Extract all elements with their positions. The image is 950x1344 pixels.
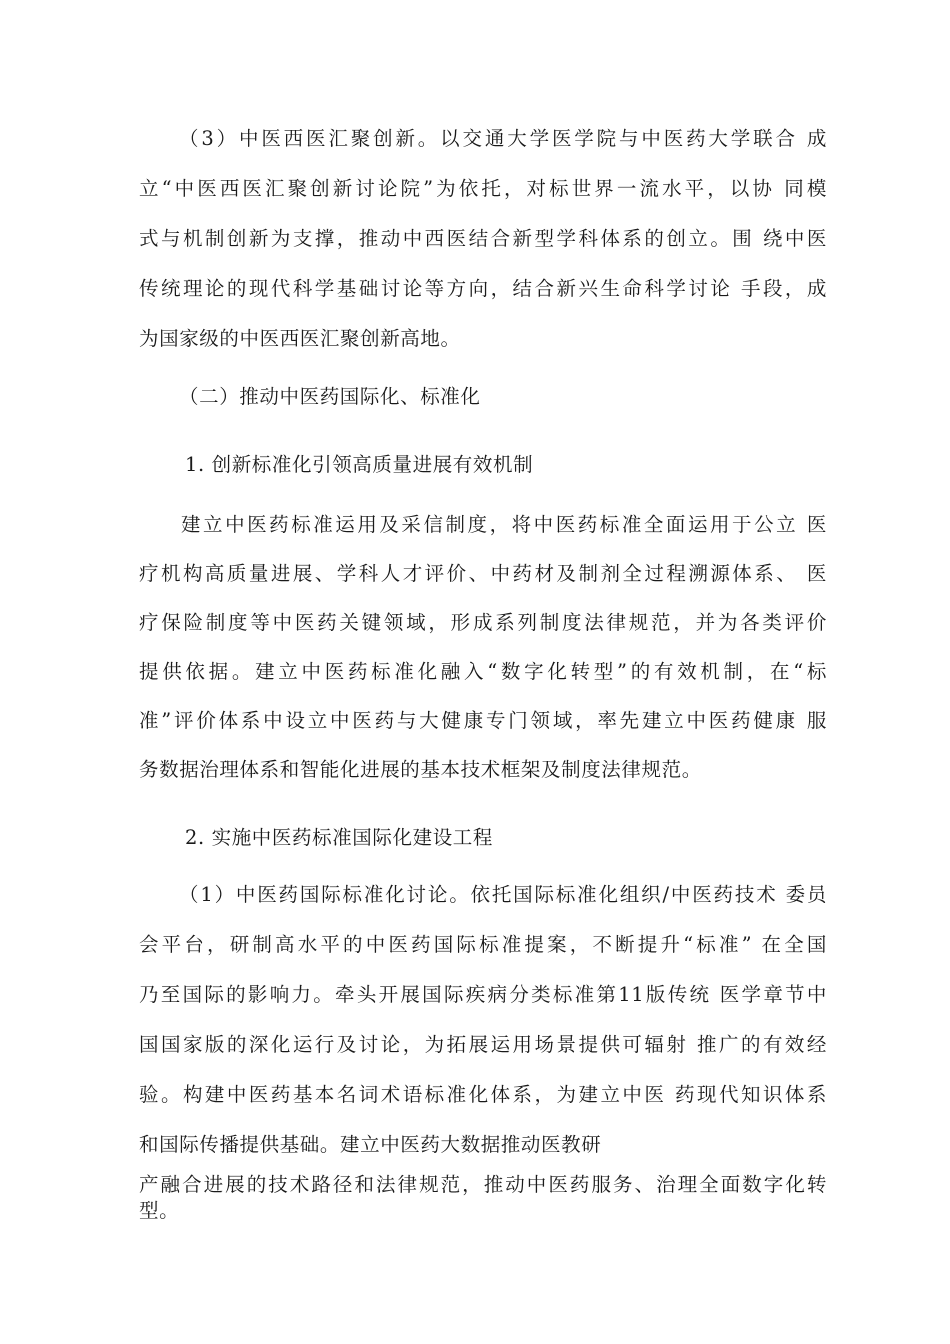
- section-heading: （二）推动中医药国际化、标准化: [179, 385, 481, 408]
- paragraph-line: 传统理论的现代科学基础讨论等方向，结合新兴生命科学讨论 手段，成: [139, 277, 827, 300]
- paragraph-line: （1）中医药国际标准化讨论。依托国际标准化组织/中医药技术 委员: [179, 883, 827, 906]
- paragraph-line: 提供依据。建立中医药标准化融入“数字化转型”的有效机制，在“标: [139, 660, 827, 683]
- paragraph-line: 立“中医西医汇聚创新讨论院”为依托，对标世界一流水平，以协 同模: [139, 177, 827, 200]
- subsection-heading: 2. 实施中医药标准国际化建设工程: [185, 826, 494, 849]
- paragraph-line: 型。: [139, 1199, 180, 1222]
- paragraph-line: 产融合进展的技术路径和法律规范，推动中医药服务、治理全面数字化转: [139, 1173, 827, 1196]
- paragraph-line: 式与机制创新为支撑，推动中西医结合新型学科体系的创立。围 绕中医: [139, 227, 827, 250]
- paragraph-line: 疗机构高质量进展、学科人才评价、中药材及制剂全过程溯源体系、 医: [139, 562, 827, 585]
- paragraph-line: 务数据治理体系和智能化进展的基本技术框架及制度法律规范。: [139, 758, 702, 781]
- paragraph-line: 疗保险制度等中医药关键领域，形成系列制度法律规范，并为各类评价: [139, 611, 827, 634]
- paragraph-line: 准”评价体系中设立中医药与大健康专门领域，率先建立中医药健康 服: [139, 709, 827, 732]
- subsection-heading: 1. 创新标准化引领高质量进展有效机制: [185, 453, 534, 476]
- paragraph-line: 建立中医药标准运用及采信制度，将中医药标准全面运用于公立 医: [181, 513, 827, 536]
- paragraph-line: 国国家版的深化运行及讨论，为拓展运用场景提供可辐射 推广的有效经: [139, 1033, 827, 1056]
- paragraph-line: 为国家级的中医西医汇聚创新高地。: [139, 327, 461, 350]
- paragraph-line: 会平台，研制高水平的中医药国际标准提案，不断提升“标准” 在全国: [139, 933, 827, 956]
- paragraph-line: （3）中医西医汇聚创新。以交通大学医学院与中医药大学联合 成: [179, 127, 827, 150]
- paragraph-line: 和国际传播提供基础。建立中医药大数据推动医教研: [139, 1133, 602, 1156]
- paragraph-line: 验。构建中医药基本名词术语标准化体系，为建立中医 药现代知识体系: [139, 1083, 827, 1106]
- paragraph-line: 乃至国际的影响力。牵头开展国际疾病分类标准第11版传统 医学章节中: [139, 983, 827, 1006]
